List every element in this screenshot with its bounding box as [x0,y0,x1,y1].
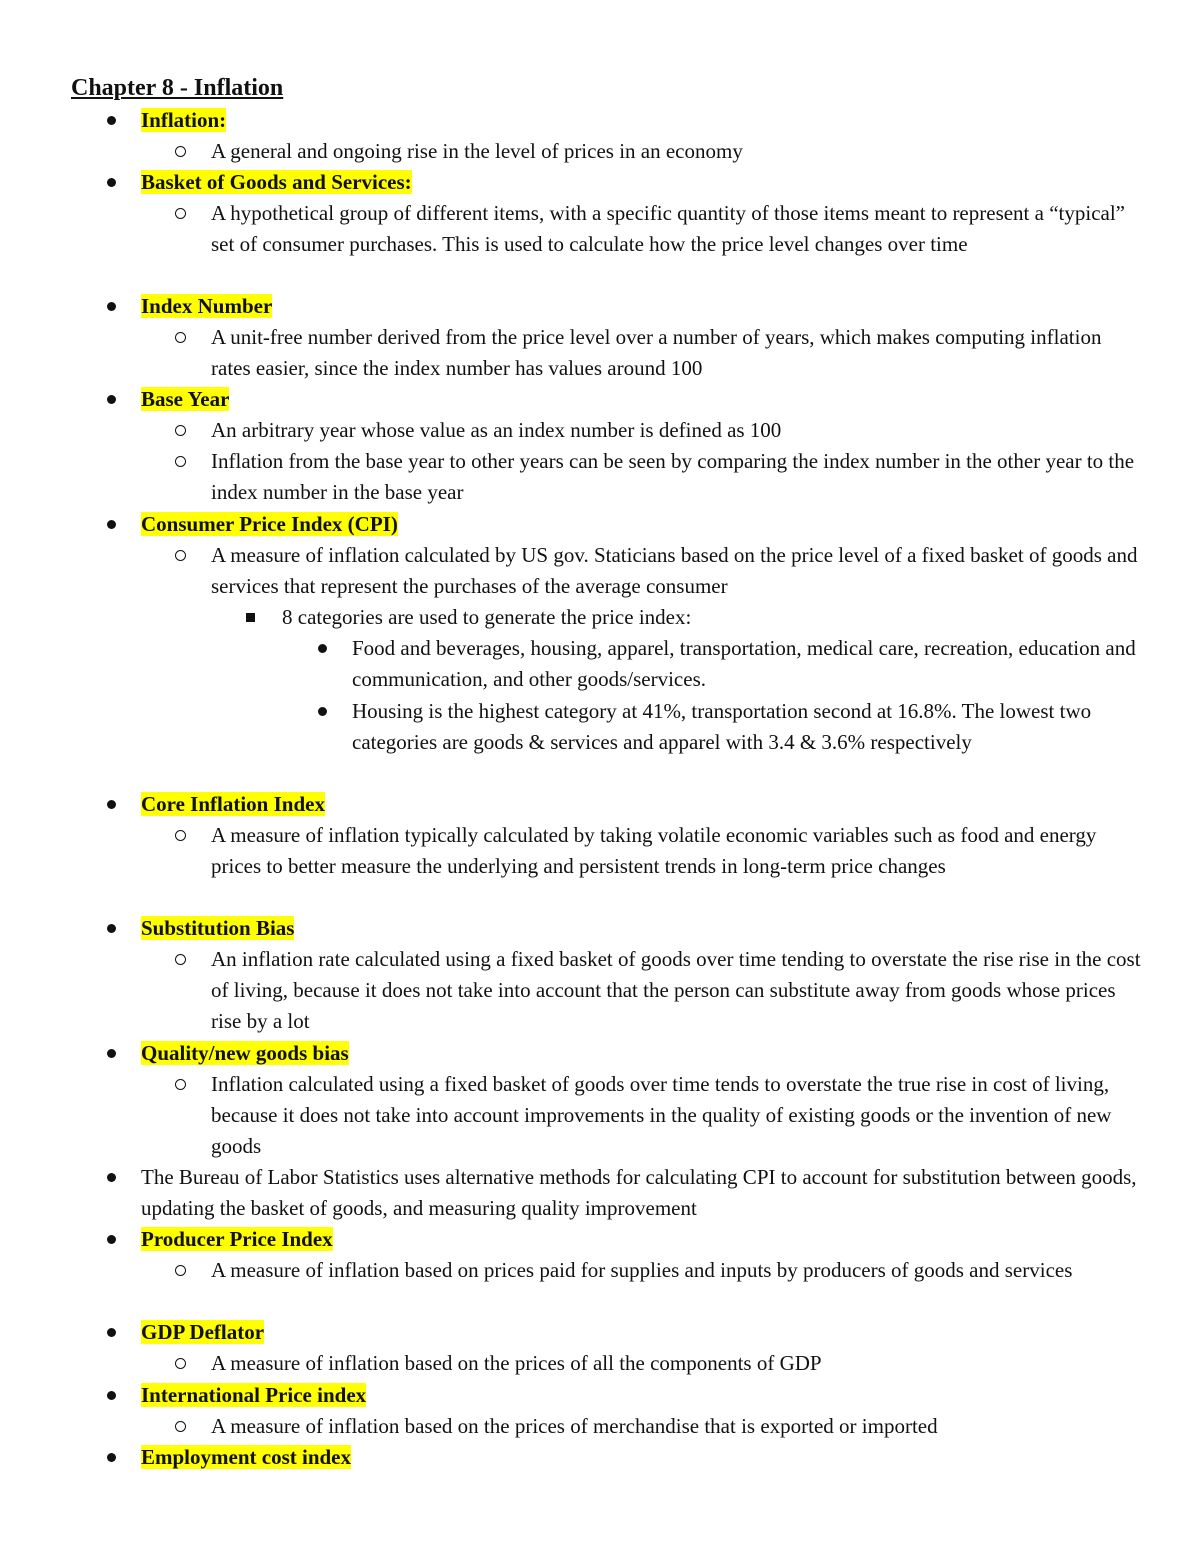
term-label: Producer Price Index [141,1227,333,1251]
definition-text: An arbitrary year whose value as an index number is defined as 100 [211,418,782,442]
bullet-circle-icon [175,136,186,167]
bullet-item [141,1442,1141,1473]
bullet-circle-icon [175,1411,186,1442]
definition-text: Housing is the highest category at 41%, transportation second at 16.8%. The lowest two categories are goods & services and apparel with 3.4 & 3.6% respectively [352,699,1092,754]
bullet-dot-icon [107,1038,116,1069]
definition-text: The Bureau of Labor Statistics uses alternative methods for calculating CPI to account for substitution between goods, updating the basket of goods, and measuring quality improvement [141,1165,1137,1220]
definition-text: Inflation calculated using a fixed basket of goods over time tends to overstate the true rise in cost of living, because it does not take into account improvements in the quality of existing goods or the invention of new goods [211,1072,1112,1158]
bullet-item [141,105,1141,136]
bullet-dot-icon [107,509,116,540]
list-item [211,944,1141,1037]
bullet-item [141,167,1141,198]
bullet-item [141,1380,1141,1411]
bullet-circle-icon [175,198,186,229]
definition-text: A general and ongoing rise in the level of prices in an economy [211,139,743,163]
list-item [282,602,1142,633]
term-label: Index Number [141,294,273,318]
bullet-square-icon [246,602,255,633]
list-item [211,322,1141,384]
definition-text: Food and beverages, housing, apparel, transportation, medical care, recreation, education and communication, and other goods/services. [352,636,1136,691]
term-label: Quality/new goods bias [141,1041,349,1065]
bullet-item [141,1038,1141,1069]
definition-text: A measure of inflation typically calculated by taking volatile economic variables such as food and energy prices to better measure the underlying and persistent trends in long-term price changes [211,823,1097,878]
definition-text: A measure of inflation based on the prices of all the components of GDP [211,1351,822,1375]
bullet-dot-icon [107,167,116,198]
list-item [211,446,1141,508]
bullet-circle-icon [175,446,186,477]
list-item [211,820,1141,882]
bullet-dot-icon [107,913,116,944]
definition-text: A measure of inflation calculated by US gov. Staticians based on the price level of a fixed basket of goods and services that represent the purchases of the average consumer [211,543,1138,598]
term-label: GDP Deflator [141,1320,265,1344]
bullet-dot-icon [318,633,327,664]
list-item [211,1069,1141,1162]
term-label: Basket of Goods and Services: [141,170,412,194]
definition-text: A measure of inflation based on prices paid for supplies and inputs by producers of goods and services [211,1258,1073,1282]
definition-text: An inflation rate calculated using a fixed basket of goods over time tending to overstate the rise rise in the cost of living, because it does not take into account that the person can substitute away from goods whose prices rise by a lot [211,947,1141,1033]
definition-text: A unit-free number derived from the price level over a number of years, which makes computing inflation rates easier, since the index number has values around 100 [211,325,1102,380]
bullet-item [141,291,1141,322]
term-label: Consumer Price Index (CPI) [141,512,398,536]
definition-text: Inflation from the base year to other years can be seen by comparing the index number in the other year to the index number in the base year [211,449,1135,504]
list-item [211,540,1141,602]
bullet-circle-icon [175,820,186,851]
bullet-dot-icon [107,1224,116,1255]
list-item [352,696,1142,758]
list-item [211,1255,1141,1286]
definition-text: A hypothetical group of different items, with a specific quantity of those items meant to represent a “typical” set of consumer purchases. This is used to calculate how the price level changes over time [211,201,1126,256]
bullet-circle-icon [175,322,186,353]
page-title: Chapter 8 - Inflation [71,75,284,101]
bullet-item [141,1317,1141,1348]
bullet-dot-icon [107,789,116,820]
bullet-circle-icon [175,1348,186,1379]
bullet-item [141,509,1141,540]
bullet-dot-icon [107,1442,116,1473]
list-item [211,415,1141,446]
term-label: Core Inflation Index [141,792,325,816]
list-item [211,198,1141,260]
bullet-dot-icon [107,291,116,322]
bullet-circle-icon [175,1255,186,1286]
bullet-dot-icon [318,696,327,727]
bullet-circle-icon [175,944,186,975]
list-item [211,136,1141,167]
list-item [211,1348,1141,1379]
bullet-dot-icon [107,1380,116,1411]
bullet-dot-icon [107,105,116,136]
bullet-dot-icon [107,1162,116,1193]
term-label: Inflation: [141,108,227,132]
bullet-dot-icon [107,384,116,415]
bullet-item [141,789,1141,820]
term-label: Base Year [141,387,230,411]
definition-text: 8 categories are used to generate the price index: [282,605,692,629]
bullet-circle-icon [175,1069,186,1100]
bullet-item [141,1162,1141,1224]
bullet-item [141,384,1141,415]
term-label: Substitution Bias [141,916,295,940]
definition-text: A measure of inflation based on the prices of merchandise that is exported or imported [211,1414,938,1438]
bullet-dot-icon [107,1317,116,1348]
bullet-item [141,1224,1141,1255]
term-label: Employment cost index [141,1445,351,1469]
list-item [211,1411,1141,1442]
term-label: International Price index [141,1383,367,1407]
bullet-circle-icon [175,415,186,446]
bullet-item [141,913,1141,944]
bullet-circle-icon [175,540,186,571]
list-item [352,633,1142,695]
